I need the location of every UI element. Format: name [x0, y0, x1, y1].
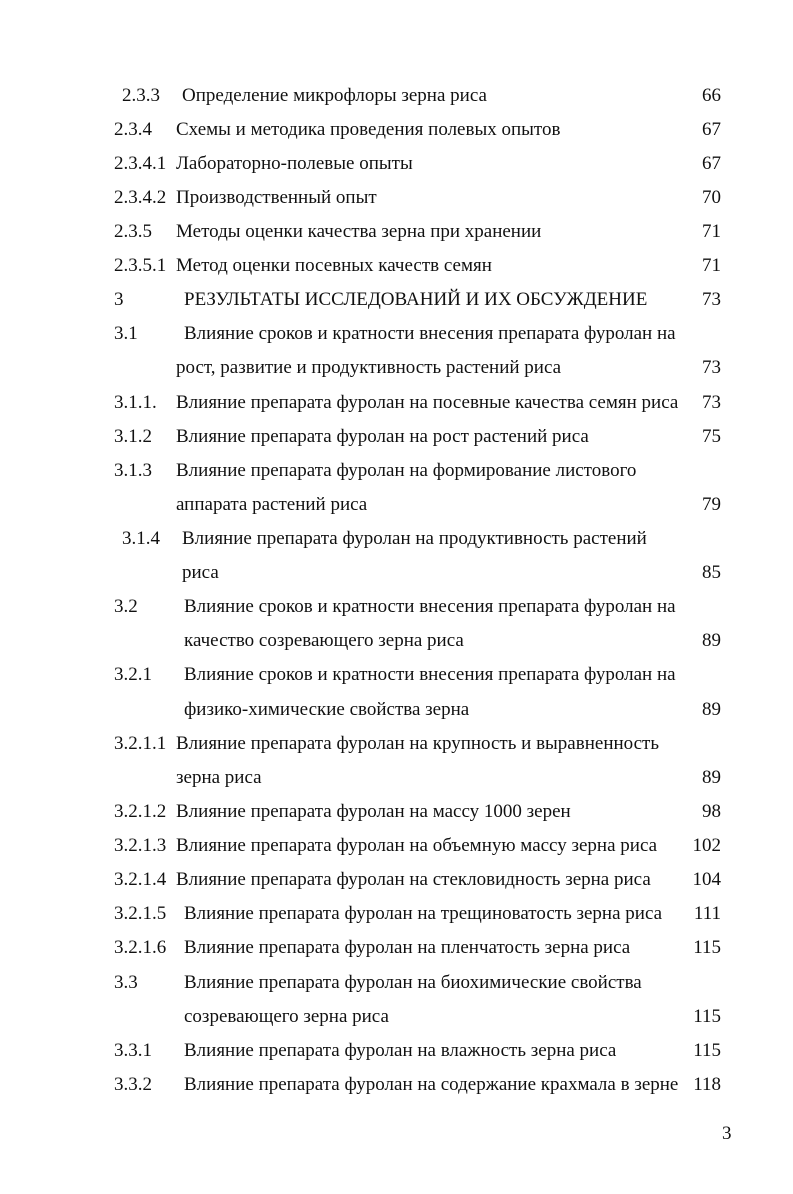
toc-entry-page: 115 — [693, 937, 721, 958]
toc-entry-title: Влияние препарата фуролан на стекловидность зерна риса — [176, 869, 651, 890]
toc-entry-title: Влияние препарата фуролан на массу 1000 зерен — [176, 801, 571, 822]
toc-entry-page: 67 — [702, 153, 721, 174]
page-number: 3 — [722, 1123, 732, 1144]
toc-entry-title: Производственный опыт — [176, 187, 377, 208]
toc-entry-title: зерна риса — [176, 767, 262, 788]
toc-entry-number: 3.1.2 — [114, 426, 152, 447]
toc-entry — [0, 867, 793, 893]
toc-entry-page: 102 — [692, 835, 721, 856]
toc-entry — [0, 1038, 793, 1064]
toc-entry — [0, 526, 793, 552]
toc-entry-number: 3.2.1.1 — [114, 733, 167, 754]
toc-entry-number: 3.3.1 — [114, 1040, 152, 1061]
toc-entry-title: качество созревающего зерна риса — [184, 630, 464, 651]
toc-entry — [0, 628, 793, 654]
toc-entry — [0, 731, 793, 757]
toc-entry-title: Влияние препарата фуролан на посевные качества семян риса — [176, 392, 679, 413]
toc-entry-number: 3.2.1.5 — [114, 903, 167, 924]
toc-entry-page: 70 — [702, 187, 721, 208]
toc-entry-page: 115 — [693, 1040, 721, 1061]
toc-entry-page: 89 — [702, 699, 721, 720]
toc-entry-title: Метод оценки посевных качеств семян — [176, 255, 492, 276]
toc-entry-title: аппарата растений риса — [176, 494, 368, 515]
toc-entry-number: 3.1 — [114, 323, 138, 344]
toc-entry-number: 3.2.1 — [114, 664, 152, 685]
toc-entry-title: Лабораторно-полевые опыты — [176, 153, 413, 174]
toc-entry — [0, 355, 793, 381]
toc-entry-title: Влияние препарата фуролан на продуктивность растений — [182, 528, 647, 549]
toc-entry-number: 2.3.4 — [114, 119, 152, 140]
toc-entry — [0, 1072, 793, 1098]
toc-entry-title: физико-химические свойства зерна — [184, 699, 470, 720]
toc-entry-title: Методы оценки качества зерна при хранении — [176, 221, 542, 242]
toc-entry-number: 2.3.4.2 — [114, 187, 167, 208]
toc-entry — [0, 970, 793, 996]
toc-entry-number: 2.3.5 — [114, 221, 152, 242]
toc-entry-title: Влияние сроков и кратности внесения препарата фуролан на — [184, 596, 676, 617]
toc-entry — [0, 151, 793, 177]
toc-entry — [0, 321, 793, 347]
toc-entry-page: 71 — [702, 255, 721, 276]
toc-entry-title: Влияние сроков и кратности внесения препарата фуролан на — [184, 664, 676, 685]
toc-entry-title: созревающего зерна риса — [184, 1006, 389, 1027]
toc-entry-title: Влияние препарата фуролан на крупность и выравненность — [176, 733, 660, 754]
toc-entry-page: 75 — [702, 426, 721, 447]
toc-entry-number: 2.3.4.1 — [114, 153, 167, 174]
toc-entry-number: 3.1.4 — [122, 528, 160, 549]
toc-entry-page: 73 — [702, 392, 721, 413]
toc-entry-page: 98 — [702, 801, 721, 822]
toc-entry-number: 3 — [114, 289, 124, 310]
toc-entry — [0, 492, 793, 518]
toc-entry-page: 89 — [702, 630, 721, 651]
toc-entry — [0, 560, 793, 586]
toc-entry — [0, 458, 793, 484]
toc-entry-title: риса — [182, 562, 219, 583]
toc-entry-page: 71 — [702, 221, 721, 242]
toc-entry — [0, 390, 793, 416]
toc-entry — [0, 662, 793, 688]
toc-entry-number: 2.3.5.1 — [114, 255, 167, 276]
toc-entry — [0, 83, 793, 109]
toc-entry-page: 111 — [693, 903, 721, 924]
toc-entry — [0, 424, 793, 450]
toc-entry-title: Влияние препарата фуролан на пленчатость зерна риса — [184, 937, 631, 958]
toc-entry-page: 79 — [702, 494, 721, 515]
toc-entry — [0, 594, 793, 620]
toc-entry — [0, 253, 793, 279]
toc-entry — [0, 287, 793, 313]
toc-entry-title: Влияние препарата фуролан на формирование листового — [176, 460, 637, 481]
toc-entry-page: 67 — [702, 119, 721, 140]
toc-entry-page: 104 — [692, 869, 721, 890]
toc-entry-page: 89 — [702, 767, 721, 788]
toc-entry-title: Схемы и методика проведения полевых опытов — [176, 119, 561, 140]
toc-entry-number: 3.2.1.4 — [114, 869, 167, 890]
toc-entry-title: Определение микрофлоры зерна риса — [182, 85, 487, 106]
toc-entry-page: 85 — [702, 562, 721, 583]
toc-entry-number: 3.1.3 — [114, 460, 152, 481]
toc-entry-page: 73 — [702, 289, 721, 310]
toc-entry-title: Влияние препарата фуролан на биохимические свойства — [184, 972, 642, 993]
toc-entry — [0, 219, 793, 245]
toc-entry — [0, 117, 793, 143]
toc-entry-title: рост, развитие и продуктивность растений риса — [176, 357, 562, 378]
toc-entry — [0, 765, 793, 791]
toc-entry — [0, 697, 793, 723]
toc-entry-number: 3.2.1.2 — [114, 801, 167, 822]
toc-entry — [0, 935, 793, 961]
toc-entry-title: Влияние препарата фуролан на объемную массу зерна риса — [176, 835, 658, 856]
toc-entry-page: 118 — [693, 1074, 721, 1095]
toc-entry-page: 66 — [702, 85, 721, 106]
toc-entry-number: 3.3.2 — [114, 1074, 152, 1095]
toc-entry-title: Влияние препарата фуролан на содержание крахмала в зерне — [184, 1074, 679, 1095]
toc-entry-page: 73 — [702, 357, 721, 378]
toc-entry — [0, 833, 793, 859]
toc-entry — [0, 1004, 793, 1030]
toc-entry-number: 3.1.1. — [114, 392, 157, 413]
toc-entry-title: РЕЗУЛЬТАТЫ ИССЛЕДОВАНИЙ И ИХ ОБСУЖДЕНИЕ — [184, 289, 648, 310]
toc-entry-number: 2.3.3 — [122, 85, 160, 106]
toc-entry-title: Влияние препарата фуролан на рост растений риса — [176, 426, 589, 447]
toc-entry-title: Влияние сроков и кратности внесения препарата фуролан на — [184, 323, 676, 344]
toc-entry-title: Влияние препарата фуролан на трещиноватость зерна риса — [184, 903, 663, 924]
toc-entry-title: Влияние препарата фуролан на влажность зерна риса — [184, 1040, 617, 1061]
toc-entry-number: 3.3 — [114, 972, 138, 993]
toc-entry-page: 115 — [693, 1006, 721, 1027]
toc-entry — [0, 901, 793, 927]
toc-entry-number: 3.2.1.6 — [114, 937, 167, 958]
toc-entry — [0, 799, 793, 825]
toc-entry-number: 3.2.1.3 — [114, 835, 167, 856]
toc-entry-number: 3.2 — [114, 596, 138, 617]
toc-entry — [0, 185, 793, 211]
